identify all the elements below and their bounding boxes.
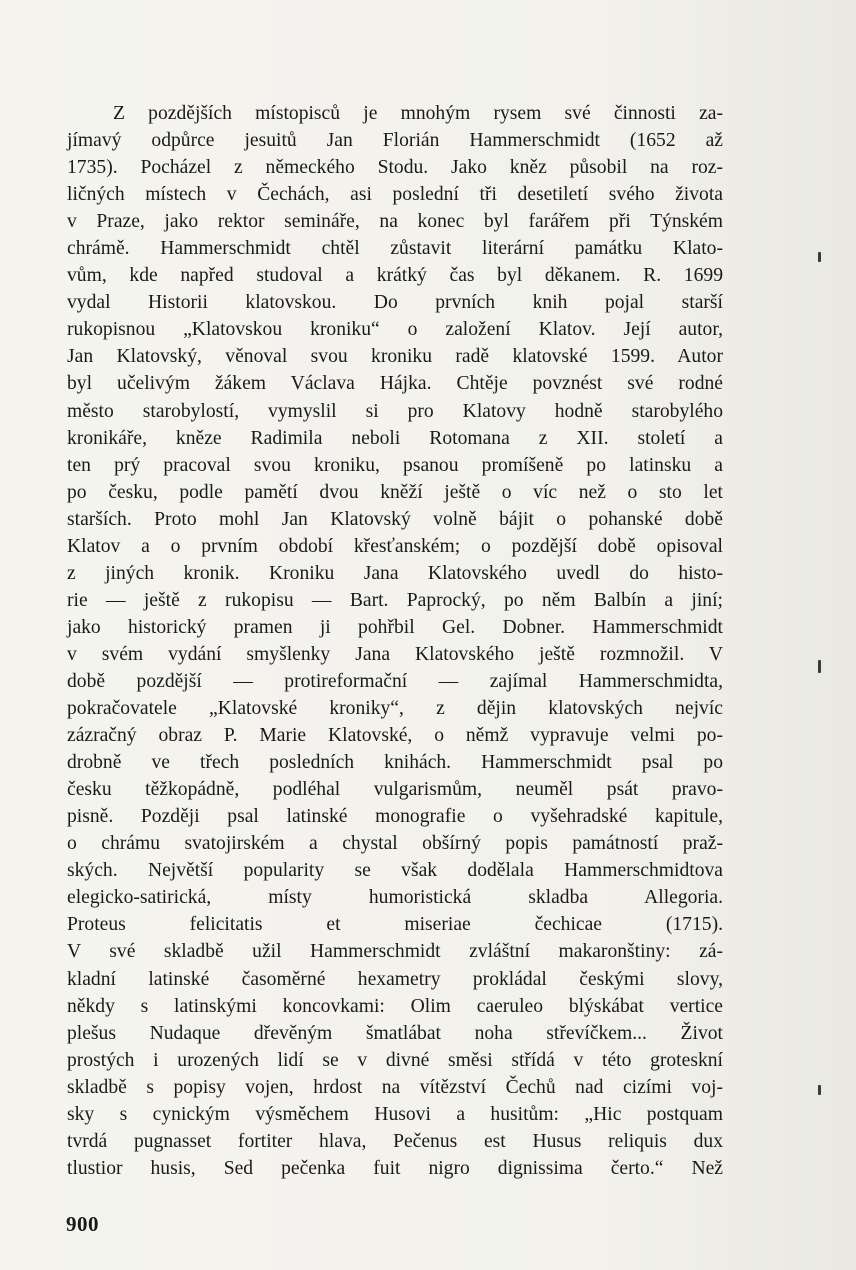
text-line: Proteus felicitatis et miseriae čechicae (1715). [67, 914, 723, 936]
text-line: byl učelivým žákem Václava Hájka. Chtěje povznést své rodné [67, 373, 723, 395]
text-line: rukopisnou „Klatovskou kroniku“ o založení Klatov. Její autor, [67, 319, 723, 341]
text-line: Jan Klatovský, věnoval svou kroniku radě klatovské 1599. Autor [67, 346, 723, 368]
text-line: česku těžkopádně, podléhal vulgarismům, neuměl psát pravo- [67, 779, 723, 801]
text-line: kladní latinské časoměrné hexametry prokládal českými slovy, [67, 968, 723, 990]
text-line: vům, kde napřed studoval a krátký čas byl děkanem. R. 1699 [67, 265, 723, 287]
margin-mark [818, 252, 821, 262]
text-line: chrámě. Hammerschmidt chtěl zůstavit literární památku Klato- [67, 238, 723, 260]
text-line: skladbě s popisy vojen, hrdost na vítězství Čechů nad cizími voj- [67, 1076, 723, 1098]
text-line: po česku, podle pamětí dvou kněží ještě o víc než o sto let [67, 481, 723, 503]
text-line: plešus Nudaque dřevěným šmatlábat noha střevíčkem... Život [67, 1022, 723, 1044]
margin-mark [818, 1085, 821, 1095]
text-line: starších. Proto mohl Jan Klatovský volně bájit o pohanské době [67, 508, 723, 530]
text-line: sky s cynickým výsměchem Husovi a husitům: „Hic postquam [67, 1103, 723, 1125]
text-line: Klatov a o prvním období křesťanském; o pozdější době opisoval [67, 535, 723, 557]
text-line: kronikáře, kněze Radimila neboli Rotomana z XII. století a [67, 427, 723, 449]
text-line: v Praze, jako rektor semináře, na konec byl farářem při Týnském [67, 211, 723, 233]
text-line: Z pozdějších místopisců je mnohým rysem své činnosti za- [113, 103, 723, 124]
margin-mark [818, 660, 821, 673]
text-line: elegicko-satirická, místy humoristická skladba Allegoria. [67, 887, 723, 909]
text-line: město starobylostí, vymyslil si pro Klatovy hodně starobylého [67, 400, 723, 422]
text-line: pisně. Později psal latinské monografie o vyšehradské kapitule, [67, 806, 723, 828]
text-line: zázračný obraz P. Marie Klatovské, o němž vypravuje velmi po- [67, 725, 723, 747]
text-line: tvrdá pugnasset fortiter hlava, Pečenus est Husus reliquis dux [67, 1130, 723, 1152]
text-line: drobně ve třech posledních knihách. Hammerschmidt psal po [67, 752, 723, 774]
text-line: době pozdější — protireformační — zajímal Hammerschmidta, [67, 670, 723, 692]
text-line: z jiných kronik. Kroniku Jana Klatovského uvedl do histo- [67, 562, 723, 584]
text-line: jímavý odpůrce jesuitů Jan Florián Hammerschmidt (1652 až [67, 130, 723, 152]
text-line: tlustior husis, Sed pečenka fuit nigro dignissima čerto.“ Než [67, 1157, 723, 1179]
text-line: 1735). Pocházel z německého Stodu. Jako kněz působil na roz- [67, 157, 723, 179]
text-line: jako historický pramen ji pohřbil Gel. Dobner. Hammerschmidt [67, 616, 723, 638]
text-line: v svém vydání smyšlenky Jana Klatovského ještě rozmnožil. V [67, 643, 723, 665]
text-line: pokračovatele „Klatovské kroniky“, z dějin klatovských nejvíc [67, 698, 723, 720]
text-line: prostých i urozených lidí se v divné směsi střídá v této groteskní [67, 1049, 723, 1071]
text-line: V své skladbě užil Hammerschmidt zvláštní makaronštiny: zá- [67, 941, 723, 963]
text-line: o chrámu svatojirském a chystal obšírný popis památností praž- [67, 833, 723, 855]
body-text [67, 100, 723, 1182]
text-line: někdy s latinskými koncovkami: Olim caeruleo blýskábat vertice [67, 995, 723, 1017]
text-line: ličných místech v Čechách, asi poslední tři desetiletí svého života [67, 184, 723, 206]
text-line: vydal Historii klatovskou. Do prvních knih pojal starší [67, 292, 723, 314]
text-line: rie — ještě z rukopisu — Bart. Paprocký, po něm Balbín a jiní; [67, 589, 723, 611]
text-line: ských. Největší popularity se však dodělala Hammerschmidtova [67, 860, 723, 882]
page-number: 900 [66, 1212, 99, 1236]
text-line: ten prý pracoval svou kroniku, psanou promíšeně po latinsku a [67, 454, 723, 476]
